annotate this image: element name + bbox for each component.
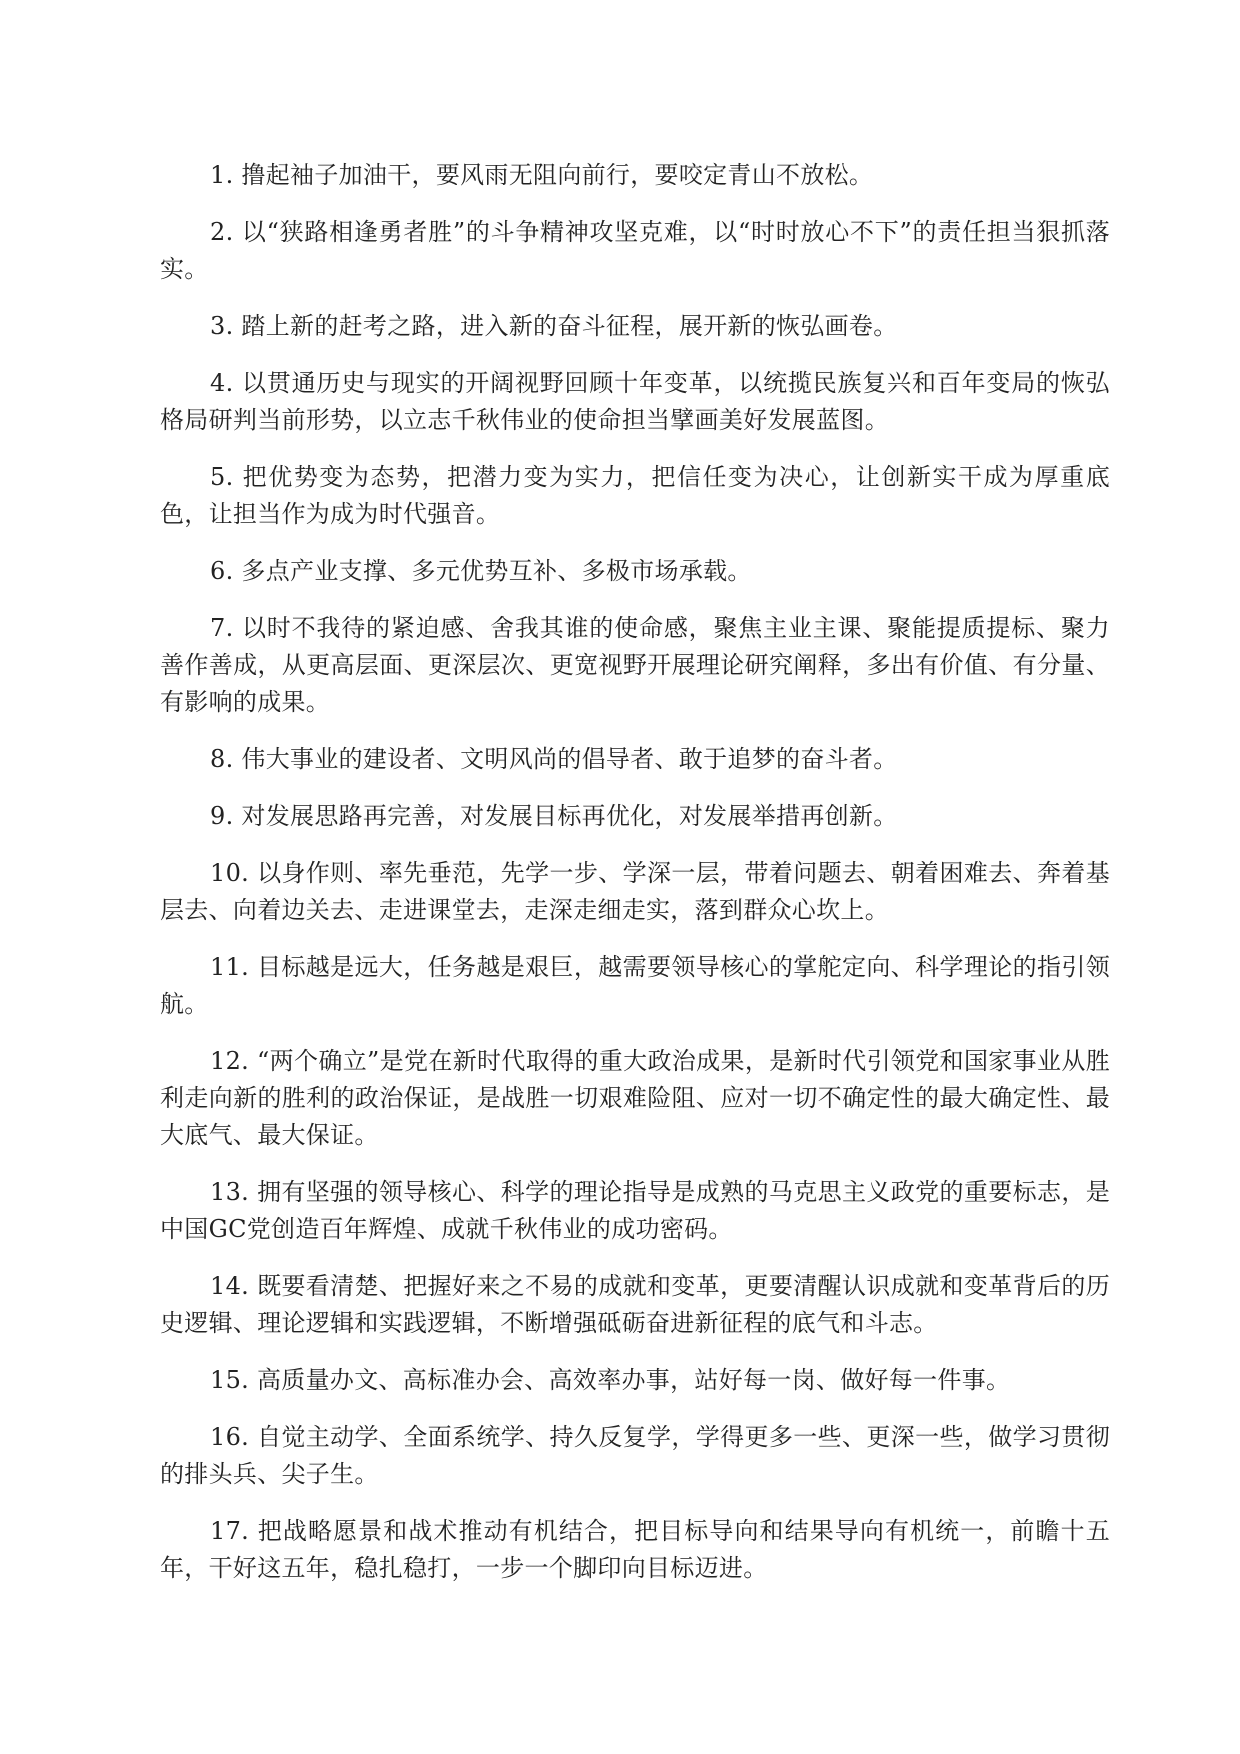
paragraph-16: 16. 自觉主动学、全面系统学、持久反复学，学得更多一些、更深一些，做学习贯彻的排头兵、尖子生。 (160, 1423, 1110, 1488)
paragraph-4: 4. 以贯通历史与现实的开阔视野回顾十年变革，以统揽民族复兴和百年变局的恢弘格局研判当前形势，以立志千秋伟业的使命担当擘画美好发展蓝图。 (160, 369, 1110, 434)
paragraph-10: 10. 以身作则、率先垂范，先学一步、学深一层，带着问题去、朝着困难去、奔着基层去、向着边关去、走进课堂去，走深走细走实，落到群众心坎上。 (160, 859, 1110, 924)
paragraph-11: 11. 目标越是远大，任务越是艰巨，越需要领导核心的掌舵定向、科学理论的指引领航。 (160, 953, 1110, 1018)
paragraph-12: 12. “两个确立”是党在新时代取得的重大政治成果，是新时代引领党和国家事业从胜利走向新的胜利的政治保证，是战胜一切艰难险阻、应对一切不确定性的最大确定性、最大底气、最大保证。 (160, 1047, 1110, 1149)
paragraph-6: 6. 多点产业支撑、多元优势互补、多极市场承载。 (210, 557, 752, 585)
paragraph-1: 1. 撸起袖子加油干，要风雨无阻向前行，要咬定青山不放松。 (210, 161, 874, 189)
paragraph-13: 13. 拥有坚强的领导核心、科学的理论指导是成熟的马克思主义政党的重要标志，是中国GC党创造百年辉煌、成就千秋伟业的成功密码。 (160, 1178, 1110, 1243)
paragraph-17: 17. 把战略愿景和战术推动有机结合，把目标导向和结果导向有机统一，前瞻十五年，干好这五年，稳扎稳打，一步一个脚印向目标迈进。 (160, 1517, 1110, 1582)
paragraph-14: 14. 既要看清楚、把握好来之不易的成就和变革，更要清醒认识成就和变革背后的历史逻辑、理论逻辑和实践逻辑，不断增强砥砺奋进新征程的底气和斗志。 (160, 1272, 1110, 1337)
paragraph-2: 2. 以“狭路相逢勇者胜”的斗争精神攻坚克难，以“时时放心不下”的责任担当狠抓落实。 (160, 218, 1110, 283)
paragraph-8: 8. 伟大事业的建设者、文明风尚的倡导者、敢于追梦的奋斗者。 (210, 745, 898, 773)
paragraph-15: 15. 高质量办文、高标准办会、高效率办事，站好每一岗、做好每一件事。 (210, 1366, 1011, 1394)
paragraph-5: 5. 把优势变为态势，把潜力变为实力，把信任变为决心，让创新实干成为厚重底色，让担当作为成为时代强音。 (160, 463, 1110, 528)
paragraph-7: 7. 以时不我待的紧迫感、舍我其谁的使命感，聚焦主业主课、聚能提质提标、聚力善作善成，从更高层面、更深层次、更宽视野开展理论研究阐释，多出有价值、有分量、有影响的成果。 (160, 614, 1110, 716)
paragraph-9: 9. 对发展思路再完善，对发展目标再优化，对发展举措再创新。 (210, 802, 898, 830)
paragraph-3: 3. 踏上新的赶考之路，进入新的奋斗征程，展开新的恢弘画卷。 (210, 312, 898, 340)
